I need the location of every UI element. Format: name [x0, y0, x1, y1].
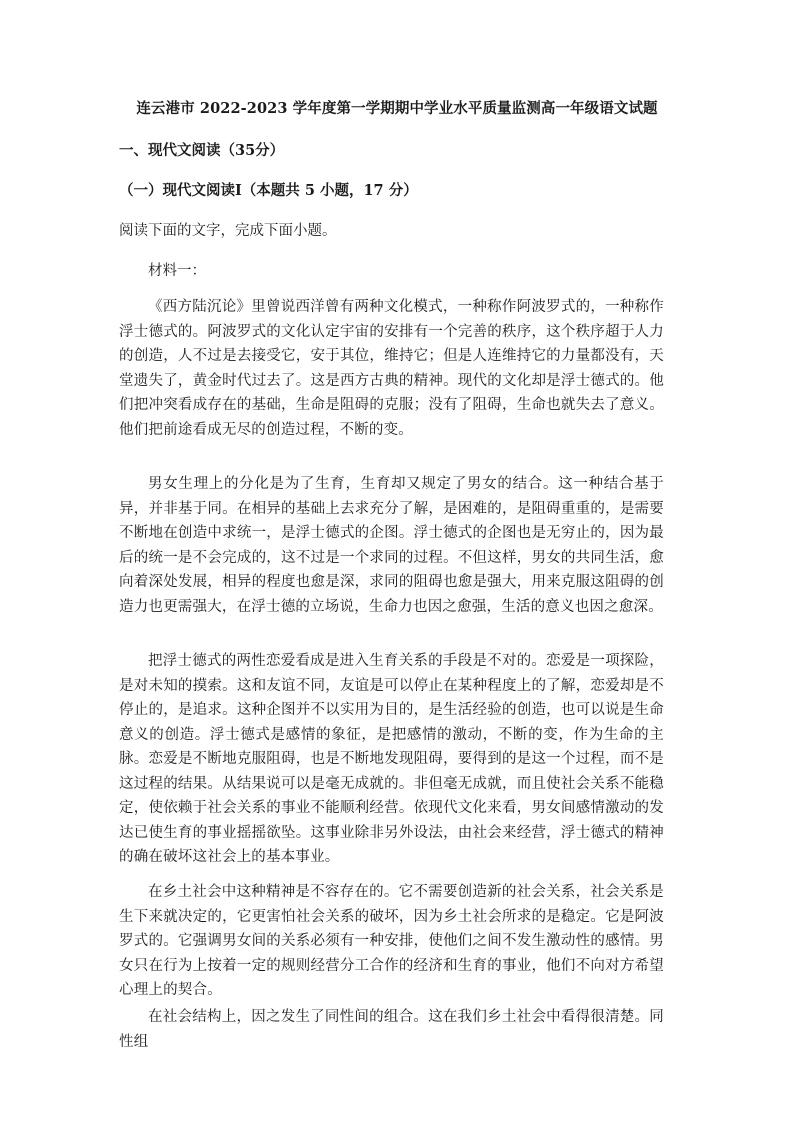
paragraph-3: 把浮士德式的两性恋爱看成是进入生育关系的手段是不对的。恋爱是一项探险，是对未知的摸索。这和友谊不同，友谊是可以停止在某种程度上的了解，恋爱却是不停止的，是追求。这种企图并不以实用为目的，是生活经验的创造，也可以说是生命意义的创造。浮士德式是感情的象征，是把感情的激动，不断的变，作为生命的主脉。恋爱是不断地克服阻碍，也是不断地发现阻碍，要得到的是这一个过程，而不是这过程的结果。从结果说可以是毫无成就的。非但毫无成就，而且使社会关系不能稳定，使依赖于社会关系的事业不能顺利经营。依现代文化来看，男女间感情激动的发达已使生育的事业摇摇欲坠。这事业除非另外设法，由社会来经营，浮士德式的精神的确在破坏这社会上的基本事业。 — [119, 653, 664, 865]
paragraph-5: 在社会结构上，因之发生了同性间的组合。这在我们乡土社会中看得很清楚。同性组 — [119, 1009, 664, 1050]
paragraph-4: 在乡土社会中这种精神是不容存在的。它不需要创造新的社会关系，社会关系是生下来就决定的，它更害怕社会关系的破坏，因为乡土社会所求的是稳定。它是阿波罗式的。它强调男女间的关系必须有一种安排，使他们之间不发生激动性的感情。男女只在行为上按着一定的规则经营分工合作的经济和生育的事业，他们不向对方希望心理上的契合。 — [119, 884, 664, 998]
section-heading: 一、现代文阅读（35分） — [119, 142, 285, 159]
paragraph-2: 男女生理上的分化是为了生育，生育却又规定了男女的结合。这一种结合基于异，并非基于同。在相异的基础上去求充分了解，是困难的，是阻碍重重的，是需要不断地在创造中求统一，是浮士德式的企图。浮士德式的企图也是无穷止的，因为最后的统一是不会完成的，这不过是一个求同的过程。不但这样，男女的共同生活，愈向着深处发展，相异的程度也愈是深，求同的阻碍也愈是强大，用来克服这阻碍的创造力也更需强大，在浮士德的立场说，生命力也因之愈强，生活的意义也因之愈深。 — [119, 476, 664, 615]
subsection-heading: （一）现代文阅读Ⅰ（本题共 5 小题，17 分） — [119, 182, 418, 199]
material-label: 材料一： — [148, 263, 206, 279]
paragraph-1: 《西方陆沉论》里曾说西洋曾有两种文化模式，一种称作阿波罗式的，一种称作浮士德式的。阿波罗式的文化认定宇宙的安排有一个完善的秩序，这个秩序超于人力的创造，人不过是去接受它，安于其位，维持它；但是人连维持它的力量都没有，天堂遗失了，黄金时代过去了。这是西方古典的精神。现代的文化却是浮士德式的。他们把冲突看成存在的基础，生命是阻碍的克服；没有了阻碍，生命也就失去了意义。他们把前途看成无尽的创造过程，不断的变。 — [119, 299, 664, 438]
instruction-text: 阅读下面的文字，完成下面小题。 — [119, 223, 337, 239]
document-title: 连云港市 2022-2023 学年度第一学期期中学业水平质量监测高一年级语文试题 — [136, 100, 658, 117]
